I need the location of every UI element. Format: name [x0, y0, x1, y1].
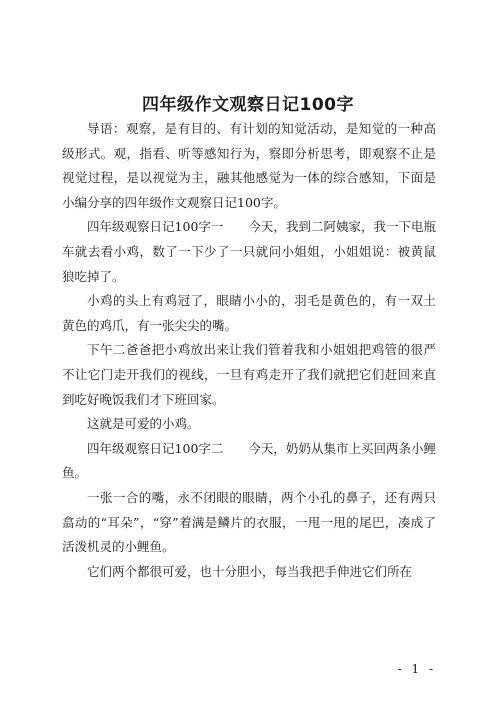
document-body — [62, 117, 436, 584]
paragraph-intro: 导语：观察，是有目的、有计划的知觉活动，是知觉的一种高级形式。观，指看、听等感知行为，察即分析思考，即观察不止是视觉过程，是以视觉为主，融其他感觉为一体的综合感知，下面是小编分享的四年级作文观察日记100字。 — [62, 121, 436, 210]
paragraph-afternoon: 下午二爸爸把小鸡放出来让我们管着我和小姐姐把鸡管的很严不让它门走开我们的视线，一旦有鸡走开了我们就把它们赶回来直到吃好晚饭我们才下班回家。 — [62, 342, 436, 407]
paragraph-diary-one: 四年级观察日记100字一 今天，我到二阿姨家，我一下电瓶车就去看小鸡，数了一下少了一只就问小姐姐，小姐姐说：被黄鼠狼吃掉了。 — [62, 219, 436, 284]
paragraph-timid-carp: 它们两个都很可爱，也十分胆小，每当我把手伸进它们所在 — [87, 563, 413, 579]
paragraph-diary-two: 四年级观察日记100字二 今天，奶奶从集市上买回两条小鲤鱼。 — [62, 440, 436, 481]
paragraph-chick-description: 小鸡的头上有鸡冠了，眼睛小小的，羽毛是黄色的，有一双土黄色的鸡爪，有一张尖尖的嘴。 — [62, 293, 436, 333]
paragraph-carp-description: 一张一合的嘴，永不闭眼的眼睛，两个小孔的鼻子，还有两只翕动的“耳朵”，“穿”着满是鳞片的衣服，一甩一甩的尾巴，凑成了活泼机灵的小鲤鱼。 — [62, 489, 436, 555]
document-title: 四年级作文观察日记100字 — [142, 95, 354, 115]
paragraph-cute-chick: 这就是可爱的小鸡。 — [87, 416, 200, 432]
page-number: - 1 - — [397, 662, 436, 676]
